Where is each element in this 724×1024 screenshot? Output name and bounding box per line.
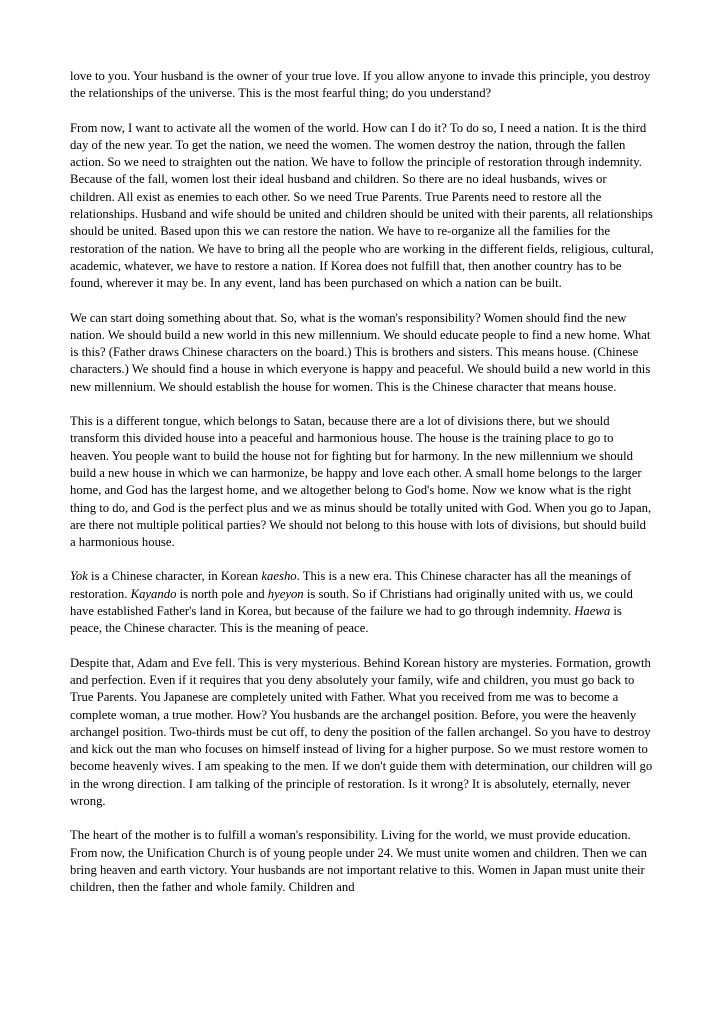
- paragraph-5: [70, 568, 654, 637]
- document-page: [70, 68, 654, 913]
- paragraph-5-text-e: is peace, the Chinese character. This is the meaning of peace.: [70, 604, 622, 636]
- paragraph-4-text: This is a different tongue, which belongs to Satan, because there are a lot of divisions there, but we should transform this divided house into a peaceful and harmonious house. The house is the training place to go to heaven. You people want to build the house not for fighting but for harmony. In the new millennium we should build a new house in which we can harmonize, be happy and love each other. A small home belongs to the larger home, and God has the largest home, and we altogether belong to God's home. Now we know what is the right thing to do, and God is the perfect plus and we as minus should be totally united with God. When you go to Japan, are there not multiple political parties? We should not belong to this house with lots of divisions, but should build a harmonious house.: [70, 414, 652, 550]
- term-yok: Yok: [70, 569, 88, 584]
- paragraph-1-text: love to you. Your husband is the owner of your true love. If you allow anyone to invade this principle, you destroy the relationships of the universe. This is the most fearful thing; do you understand?: [70, 69, 651, 101]
- paragraph-5-text-c: is north pole and: [176, 586, 268, 601]
- paragraph-5-text-a: is a Chinese character, in Korean: [87, 569, 262, 584]
- term-kayando: Kayando: [130, 586, 177, 601]
- paragraph-4: [70, 413, 654, 551]
- paragraph-6-text: Despite that, Adam and Eve fell. This is very mysterious. Behind Korean history are mysteries. Formation, growth and perfection. Even if it requires that you deny absolutely your family, wife and children, you must go back to True Parents. You Japanese are completely united with Father. What you received from me was to become a complete woman, a true mother. How? You husbands are the archangel position. Before, you were the heavenly archangel position. Two-thirds must be cut off, to deny the position of the fallen archangel. So you have to destroy and kick out the man who focuses on himself instead of living for a higher purpose. So we must restore women to become heavenly wives. I am speaking to the men. If we don't guide them with determination, our children will go in the wrong direction. I am talking of the principle of restoration. Is it wrong? It is absolutely, eternally, never wrong.: [70, 655, 653, 808]
- paragraph-3-text: We can start doing something about that. So, what is the woman's responsibility? Women should find the new nation. We should build a new world in this new millennium. We should educate people to find a new home. What is this? (Father draws Chinese characters on the board.) This is brothers and sisters. This means house. (Chinese characters.) We should find a house in which everyone is happy and peaceful. We should build a new world in this new millennium. We should establish the house for women. This is the Chinese character that means house.: [70, 310, 651, 394]
- paragraph-2-text: From now, I want to activate all the women of the world. How can I do it? To do so, I need a nation. It is the third day of the new year. To get the nation, we need the women. The women destroy the nation, through the fallen action. So we need to straighten out the nation. We have to follow the principle of restoration through indemnity. Because of the fall, women lost their ideal husband and children. So there are no ideal husbands, wives or children. All exist as enemies to each other. So we need True Parents. True Parents need to restore all the relationships. Husband and wife should be united and children should be united with their parents, all relationships should be united. Based upon this we can restore the nation. We have to re-organize all the families for the restoration of the nation. We have to bring all the people who are working in the different fields, religious, cultural, academic, whatever, we have to restore a nation. If Korea does not fulfill that, then another country has to be found, wherever it may be. In any event, land has been purchased on which a nation can be built.: [70, 120, 654, 291]
- term-kaesho: kaesho: [261, 569, 297, 584]
- paragraph-7-text: The heart of the mother is to fulfill a woman's responsibility. Living for the world, we must provide education. From now, the Unification Church is of young people under 24. We must unite women and children. Then we can bring heaven and earth victory. Your husbands are not important relative to this. Women in Japan must unite their children, then the father and whole family. Children and: [70, 828, 647, 895]
- paragraph-2: [70, 120, 654, 293]
- paragraph-5-text-d: is south. So if Christians had originally united with us, we could have established Father's land in Korea, but because of the failure we had to go through indemnity.: [70, 586, 633, 619]
- paragraph-1: [70, 68, 654, 103]
- term-haewa: Haewa: [574, 604, 611, 619]
- paragraph-7: [70, 827, 654, 896]
- term-hyeyon: hyeyon: [267, 586, 304, 601]
- paragraph-5-text-b: . This is a new era. This Chinese character has all the meanings of restoration.: [70, 569, 632, 601]
- paragraph-6: [70, 655, 654, 811]
- paragraph-3: [70, 310, 654, 396]
